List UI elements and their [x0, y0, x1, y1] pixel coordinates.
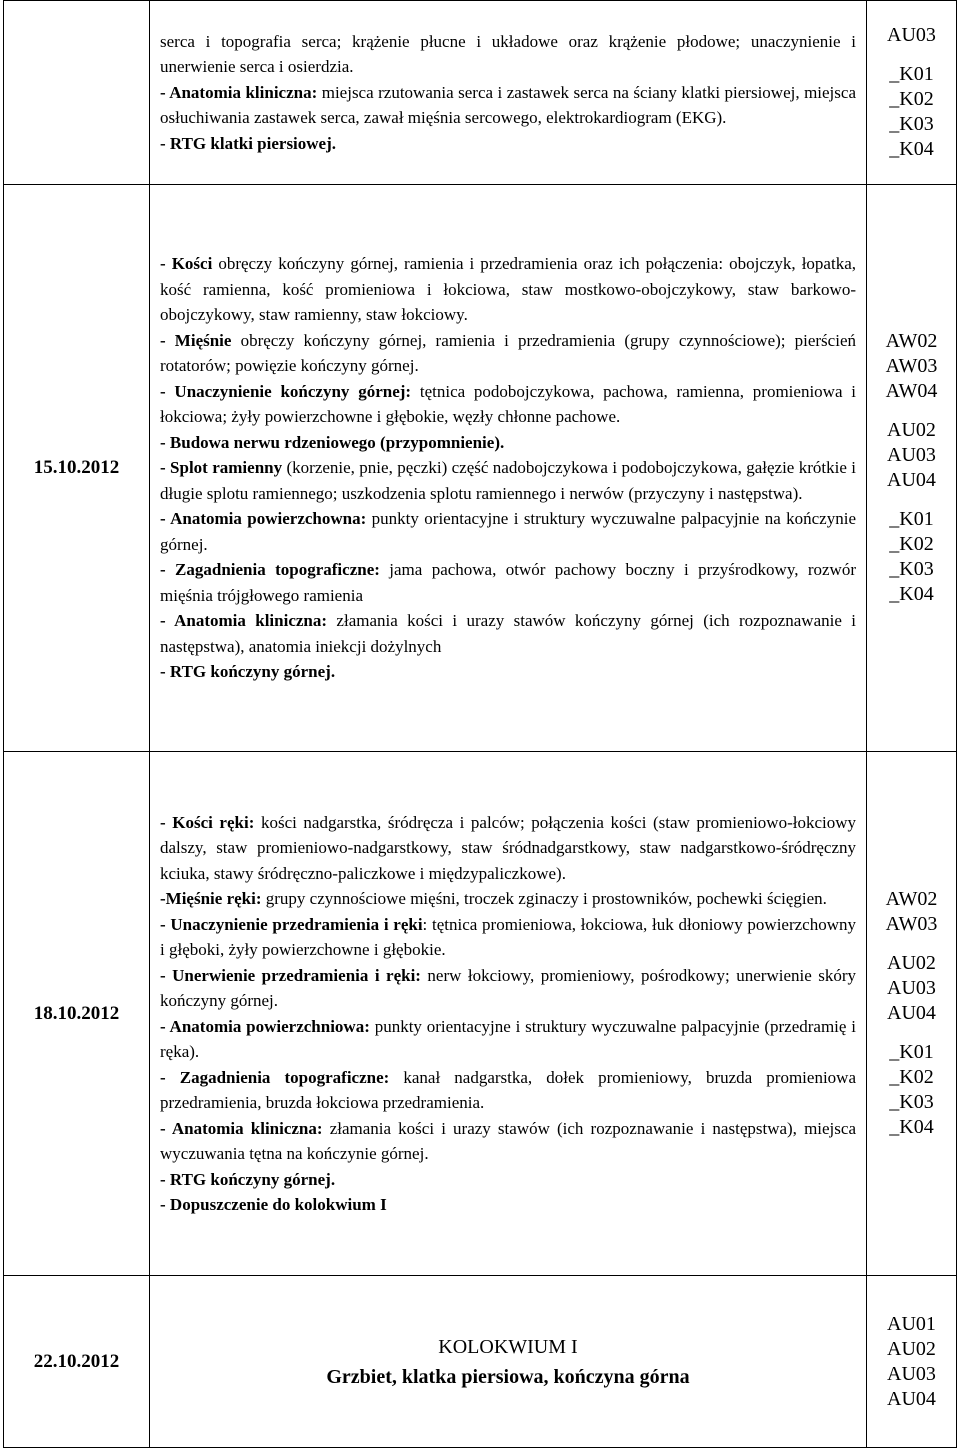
topic-text: tętnica podobojczykowa, pachowa, ramienna, promieniowa i łokciowa; żyły powierzchowne i głębokie, węzły chłonne pachowe. [160, 381, 856, 427]
learning-outcome-code: _K01 [889, 508, 934, 530]
content-cell [150, 1276, 867, 1448]
codes-cell [867, 1276, 957, 1448]
topic-text: obręczy kończyny górnej, ramienia i przedramienia oraz ich połączenia: obojczyk, łopatka, kość ramienna, kość promieniowa i łokciowa, staw mostkowo-obojczykowy, staw barkowo-obojczykowy, staw ramienny, staw łokciowy. [160, 254, 856, 325]
learning-outcome-code: AU04 [887, 1002, 936, 1024]
exam-title: KOLOKWIUM I [438, 1335, 578, 1358]
topic-heading: - Anatomia powierzchowna: [160, 509, 367, 529]
learning-outcome-code: _K04 [889, 583, 934, 605]
schedule-row [4, 1, 957, 185]
learning-outcome-code: _K04 [889, 1116, 934, 1138]
topic-heading: -Mięśnie ręki: [160, 889, 262, 908]
learning-outcome-code: _K02 [889, 1066, 934, 1088]
codes-cell [867, 1, 957, 185]
learning-outcome-code: AW02 [885, 888, 938, 910]
topic-line [160, 608, 856, 659]
topic-text: grupy czynnościowe mięśni, troczek zginaczy i prostowników, pochewki ścięgien. [261, 889, 827, 908]
topic-line [160, 1116, 856, 1167]
date-cell: 15.10.2012 [4, 185, 150, 752]
topic-text: serca i topografia serca; krążenie płucne i układowe oraz krążenie płodowe; unaczynienie i unerwienie serca i osierdzia. [160, 31, 856, 77]
topic-heading: - Kości ręki: [160, 812, 255, 832]
topic-text: złamania kości i urazy stawów kończyny górnej (ich rozpoznawanie i następstwa), anatomia iniekcji dożylnych [160, 611, 856, 656]
learning-outcome-code: _K03 [889, 113, 934, 135]
topic-line [160, 1167, 856, 1193]
topic-heading: - Splot ramienny [160, 458, 283, 478]
topic-line [160, 963, 856, 1014]
topic-line [160, 506, 856, 557]
topic-heading: - Anatomia kliniczna: [160, 82, 318, 102]
topic-line [160, 886, 856, 912]
code-group [867, 23, 956, 48]
topic-text: miejsca rzutowania serca i zastawek serca na ściany klatki piersiowej, miejsca osłuchiwania zastawek serca, zawał mięśnia sercowego, elektrokardiogram (EKG). [160, 82, 856, 128]
topic-text: jama pachowa, otwór pachowy boczny i przyśrodkowy, rozwór mięśnia trójgłowego ramienia [160, 560, 856, 605]
code-group [867, 887, 956, 937]
topic-line [160, 1192, 856, 1218]
learning-outcome-code: AU04 [887, 469, 936, 491]
topic-heading: - Anatomia kliniczna: [160, 1118, 323, 1138]
topic-line [160, 659, 856, 685]
learning-outcome-code: AU03 [887, 977, 936, 999]
topic-heading: - Budowa nerwu rdzeniowego (przypomnienie). [160, 432, 505, 452]
date-cell: 22.10.2012 [4, 1276, 150, 1448]
topic-line [160, 29, 856, 80]
topic-text: kanał nadgarstka, dołek promieniowy, bruzda promieniowa przedramienia, bruzda łokciowa przedramienia. [160, 1067, 856, 1112]
code-group [867, 62, 956, 162]
learning-outcome-code: AU04 [887, 1387, 936, 1410]
learning-outcome-code: AU03 [887, 444, 936, 466]
topic-heading: - Mięśnie [160, 330, 232, 350]
code-group [867, 951, 956, 1026]
topic-line [160, 912, 856, 963]
topic-line [160, 131, 856, 157]
learning-outcome-code: AU02 [887, 419, 936, 441]
topic-heading: - Zagadnienia topograficzne: [160, 560, 380, 580]
content-cell [150, 752, 867, 1276]
topic-heading: - RTG kończyny górnej. [160, 1169, 336, 1189]
content-cell [150, 1, 867, 185]
code-group [867, 329, 956, 404]
learning-outcome-code: AU02 [887, 1337, 936, 1360]
code-group [867, 418, 956, 493]
topic-text: punkty orientacyjne i struktury wyczuwalne palpacyjnie na kończynie górnej. [160, 509, 857, 554]
learning-outcome-code: _K03 [889, 1091, 934, 1113]
learning-outcome-code: AW02 [885, 330, 938, 352]
topic-line [160, 251, 856, 328]
exam-subtitle: Grzbiet, klatka piersiowa, kończyna górna [326, 1365, 690, 1388]
learning-outcome-code: _K02 [889, 533, 934, 555]
topic-heading: - Anatomia powierzchniowa: [160, 1016, 370, 1036]
schedule-row [4, 185, 957, 752]
topic-text: kości nadgarstka, śródręcza i palców; połączenia kości (staw promieniowo-łokciowy dalszy, staw promieniowo-nadgarstkowy, staw śródnadgarstkowy, staw nadgarstkowo-śródręczny kciuka, stawy śródręczno-paliczkowe i międzypaliczkowe). [160, 812, 857, 883]
learning-outcome-code: AW03 [885, 355, 938, 377]
topic-text: obręczy kończyny górnej, ramienia i przedramienia (grupy czynnościowe); pierścień rotatorów; powięzie kończyny górnej. [160, 330, 856, 376]
learning-outcome-code: AU03 [887, 24, 936, 46]
learning-outcome-code: _K01 [889, 63, 934, 85]
learning-outcome-code: AW03 [885, 913, 938, 935]
topic-heading: - RTG kończyny górnej. [160, 662, 336, 682]
date-cell: 18.10.2012 [4, 752, 150, 1276]
topic-heading: - Unaczynienie przedramienia i ręki [160, 914, 423, 934]
topic-line [160, 379, 856, 430]
codes-cell [867, 185, 957, 752]
learning-outcome-code: AW04 [885, 380, 938, 402]
exam-block [160, 1332, 856, 1392]
code-group [867, 507, 956, 607]
topic-line [160, 810, 856, 887]
learning-outcome-code: _K03 [889, 558, 934, 580]
topic-text: nerw łokciowy, promieniowy, pośrodkowy; unerwienie skóry kończyny górnej. [160, 965, 856, 1010]
learning-outcome-code: AU03 [887, 1362, 936, 1385]
date-cell [4, 1, 150, 185]
topic-line [160, 1065, 856, 1116]
learning-outcome-code: _K04 [889, 138, 934, 160]
topic-heading: - Anatomia kliniczna: [160, 611, 328, 631]
learning-outcome-code: _K01 [889, 1041, 934, 1063]
topic-heading: - Unaczynienie kończyny górnej: [160, 381, 412, 401]
topic-line [160, 80, 856, 131]
topic-line [160, 1014, 856, 1065]
schedule-table [3, 0, 957, 1448]
codes-cell [867, 752, 957, 1276]
learning-outcome-code: AU02 [887, 952, 936, 974]
schedule-row [4, 1276, 957, 1448]
topic-heading: - Zagadnienia topograficzne: [160, 1067, 390, 1087]
topic-heading: - RTG klatki piersiowej. [160, 133, 337, 153]
topic-text: złamania kości i urazy stawów (ich rozpoznawanie i następstwa), miejsca wyczuwania tętna na kończynie górnej. [160, 1118, 856, 1163]
topic-heading: - Dopuszczenie do kolokwium I [160, 1195, 387, 1214]
topic-heading: - Unerwienie przedramienia i ręki: [160, 965, 421, 985]
topic-line [160, 430, 856, 456]
topic-text: (korzenie, pnie, pęczki) część nadobojczykowa i podobojczykowa, gałęzie krótkie i długie splotu ramiennego; uszkodzenia splotu ramiennego i nerwów (przyczyny i następstwa). [160, 458, 856, 503]
topic-text: : tętnica promieniowa, łokciowa, łuk dłoniowy powierzchowny i głęboki, żyły powierzchowne i głębokie. [160, 914, 856, 959]
learning-outcome-code: AU01 [887, 1312, 936, 1335]
schedule-row [4, 752, 957, 1276]
topic-heading: - Kości [160, 254, 213, 274]
code-group [867, 1312, 956, 1412]
topic-line [160, 328, 856, 379]
content-cell [150, 185, 867, 752]
topic-line [160, 455, 856, 506]
topic-line [160, 557, 856, 608]
code-group [867, 1040, 956, 1140]
topic-text: punkty orientacyjne i struktury wyczuwalne palpacyjnie (przedramię i ręka). [160, 1016, 856, 1061]
learning-outcome-code: _K02 [889, 88, 934, 110]
